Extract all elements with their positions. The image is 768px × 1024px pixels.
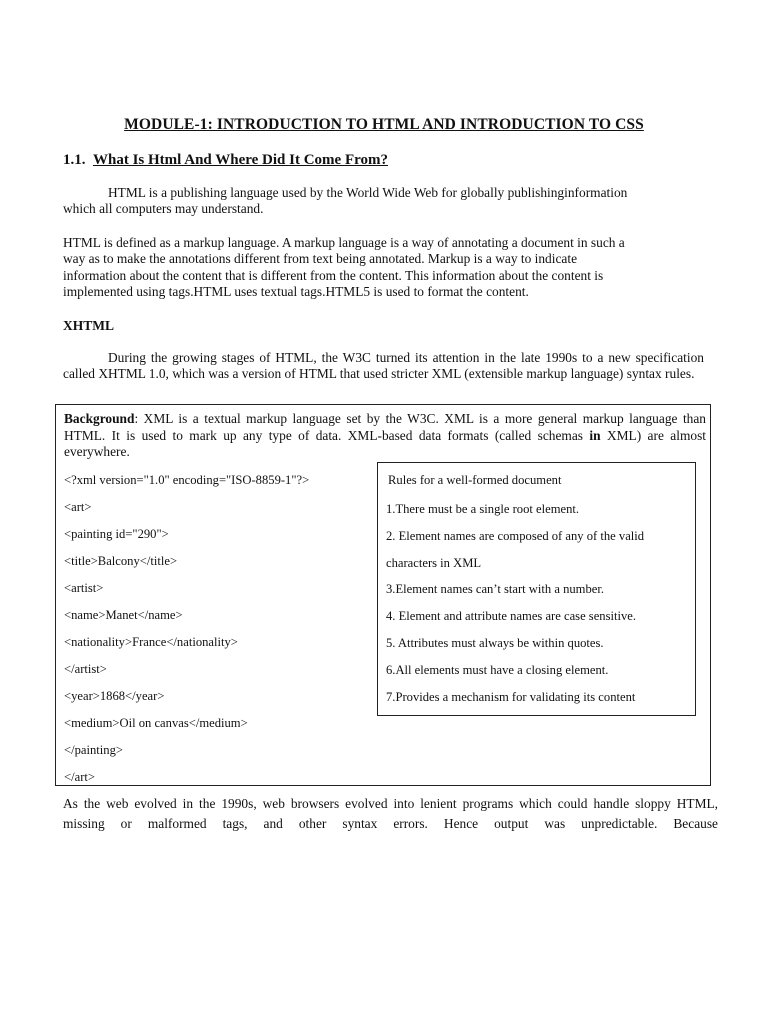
- xml-code-line: <medium>Oil on canvas</medium>: [64, 716, 248, 730]
- markup-paragraph: [63, 235, 704, 301]
- closing-paragraph: As the web evolved in the 1990s, web browsers evolved into lenient programs which could handle sloppy HTML, missing or malformed tags, and other syntax errors. Hence output was unpredictable. Because: [63, 796, 718, 831]
- rules-title: Rules for a well-formed document: [388, 473, 562, 487]
- section-title: What Is Html And Where Did It Come From?: [92, 152, 388, 168]
- rules-box: [377, 462, 696, 716]
- xhtml-heading: XHTML: [63, 318, 115, 333]
- xml-code-line: <nationality>France</nationality>: [64, 635, 238, 649]
- xml-code-block: [64, 471, 309, 795]
- xml-code-line: </art>: [64, 770, 95, 784]
- xml-code-line: <art>: [64, 500, 92, 514]
- background-label: Background: [64, 411, 135, 426]
- background-text-part1: : XML is a textual markup language set by the W3C. XML is a more general markup language than HTML. It is used to mark up any type of data. XML-based data formats (called schemas: [64, 411, 706, 443]
- section-number: 1.1.: [63, 152, 86, 168]
- rule-item: 4. Element and attribute names are case sensitive.: [386, 609, 637, 624]
- rule-item: 7.Provides a mechanism for validating its content: [386, 689, 636, 704]
- xml-code-line: </artist>: [64, 662, 107, 676]
- rule-item: characters in XML: [386, 555, 482, 570]
- markup-line-2: way as to make the annotations different from text being annotated. Markup is a way to indicate: [63, 251, 578, 267]
- rule-item: 2. Element names are composed of any of the valid: [386, 528, 645, 543]
- markup-line-4: implemented using tags.HTML uses textual tags.HTML5 is used to format the content.: [63, 284, 529, 300]
- markup-line-1: HTML is defined as a markup language. A markup language is a way of annotating a document in such a: [63, 235, 625, 250]
- xml-code-line: <title>Balcony</title>: [64, 554, 178, 568]
- xml-code-line: <painting id="290">: [64, 527, 169, 541]
- rule-item: 1.There must be a single root element.: [386, 502, 580, 516]
- background-box: [55, 404, 711, 786]
- rule-item: 3.Element names can’t start with a number.: [386, 582, 604, 597]
- background-text-part2: XML) are almost everywhere.: [64, 427, 706, 460]
- background-text-bold: in: [589, 427, 601, 443]
- page-title: MODULE-1: INTRODUCTION TO HTML AND INTRODUCTION TO CSS: [124, 116, 644, 133]
- xml-code-line: </painting>: [64, 743, 123, 757]
- xml-code-line: <?xml version="1.0" encoding="ISO-8859-1"?>: [64, 473, 310, 487]
- rule-item: 5. Attributes must always be within quotes.: [386, 635, 604, 650]
- section-heading: [63, 152, 388, 169]
- rules-list: [386, 500, 644, 714]
- xml-code-line: <name>Manet</name>: [64, 608, 183, 622]
- xhtml-paragraph: During the growing stages of HTML, the W3C turned its attention in the late 1990s to a new specification called XHTML 1.0, which was a version of HTML that used stricter XML (extensible markup language) syntax rules.: [63, 350, 704, 382]
- intro-paragraph: [63, 185, 704, 218]
- background-text: [64, 411, 706, 461]
- rule-item: 6.All elements must have a closing element.: [386, 662, 609, 677]
- xml-code-line: <artist>: [64, 581, 104, 595]
- xml-code-line: <year>1868</year>: [64, 689, 165, 703]
- intro-line-2: which all computers may understand.: [63, 201, 264, 217]
- intro-line-1: HTML is a publishing language used by the World Wide Web for globally publishinginformation: [108, 185, 628, 200]
- markup-line-3: information about the content that is different from the content. This information about the content is: [63, 267, 604, 283]
